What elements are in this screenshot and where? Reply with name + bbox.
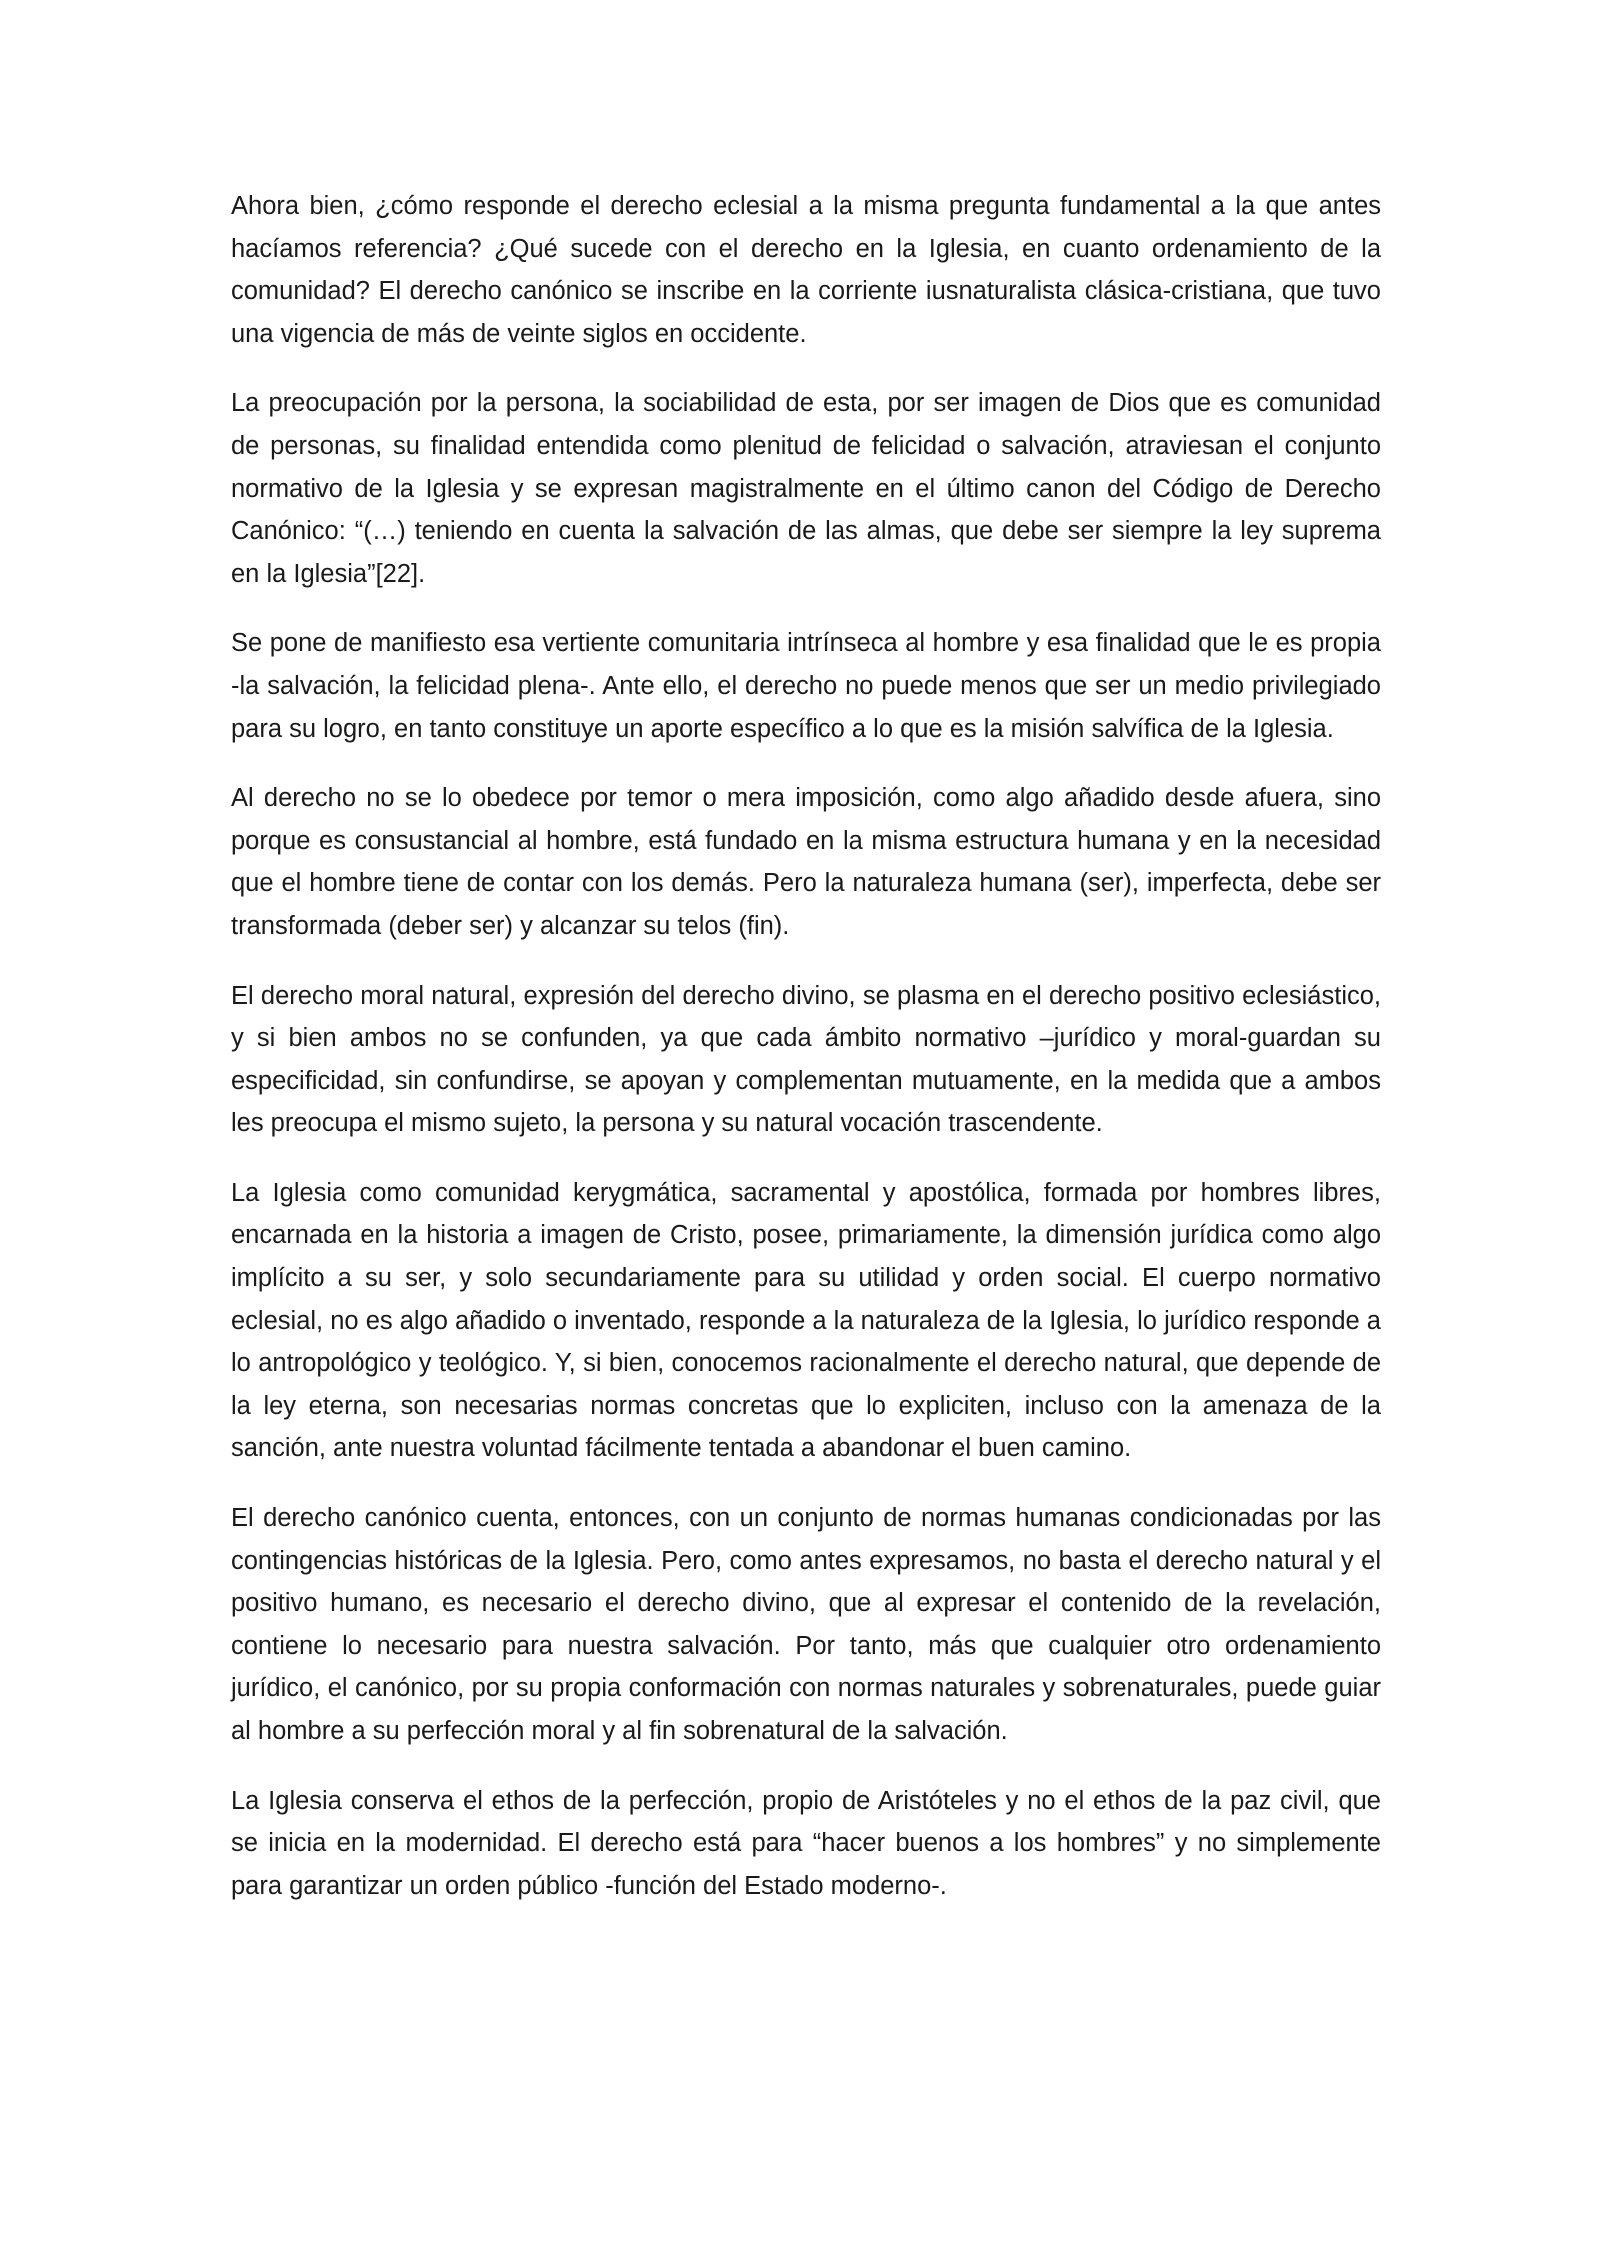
document-page	[231, 185, 1381, 1934]
paragraph: Al derecho no se lo obedece por temor o mera imposición, como algo añadido desde afuera, sino porque es consustancial al hombre, está fundado en la misma estructura humana y en la necesidad que el hombre tiene de contar con los demás. Pero la naturaleza humana (ser), imperfecta, debe ser transformada (deber ser) y alcanzar su telos (fin).	[231, 784, 1381, 940]
paragraph: Se pone de manifiesto esa vertiente comunitaria intrínseca al hombre y esa finalidad que le es propia -la salvación, la felicidad plena-. Ante ello, el derecho no puede menos que ser un medio privilegiado para su logro, en tanto constituye un aporte específico a lo que es la misión salvífica de la Iglesia.	[231, 629, 1381, 743]
paragraph: La Iglesia conserva el ethos de la perfección, propio de Aristóteles y no el ethos de la paz civil, que se inicia en la modernidad. El derecho está para “hacer buenos a los hombres” y no simplemente para garantizar un orden público -función del Estado moderno-.	[231, 1786, 1381, 1900]
paragraph: El derecho canónico cuenta, entonces, con un conjunto de normas humanas condicionadas por las contingencias históricas de la Iglesia. Pero, como antes expresamos, no basta el derecho natural y el positivo humano, es necesario el derecho divino, que al expresar el contenido de la revelación, contiene lo necesario para nuestra salvación. Por tanto, más que cualquier otro ordenamiento jurídico, el canónico, por su propia conformación con normas naturales y sobrenaturales, puede guiar al hombre a su perfección moral y al fin sobrenatural de la salvación.	[231, 1504, 1381, 1745]
paragraph: La preocupación por la persona, la sociabilidad de esta, por ser imagen de Dios que es comunidad de personas, su finalidad entendida como plenitud de felicidad o salvación, atraviesan el conjunto normativo de la Iglesia y se expresan magistralmente en el último canon del Código de Derecho Canónico: “(…) teniendo en cuenta la salvación de las almas, que debe ser siempre la ley suprema en la Iglesia”[22].	[231, 389, 1381, 588]
paragraph: La Iglesia como comunidad kerygmática, sacramental y apostólica, formada por hombres libres, encarnada en la historia a imagen de Cristo, posee, primariamente, la dimensión jurídica como algo implícito a su ser, y solo secundariamente para su utilidad y orden social. El cuerpo normativo eclesial, no es algo añadido o inventado, responde a la naturaleza de la Iglesia, lo jurídico responde a lo antropológico y teológico. Y, si bien, conocemos racionalmente el derecho natural, que depende de la ley eterna, son necesarias normas concretas que lo expliciten, incluso con la amenaza de la sanción, ante nuestra voluntad fácilmente tentada a abandonar el buen camino.	[231, 1178, 1381, 1463]
paragraph: Ahora bien, ¿cómo responde el derecho eclesial a la misma pregunta fundamental a la que antes hacíamos referencia? ¿Qué sucede con el derecho en la Iglesia, en cuanto ordenamiento de la comunidad? El derecho canónico se inscribe en la corriente iusnaturalista clásica-cristiana, que tuvo una vigencia de más de veinte siglos en occidente.	[231, 192, 1381, 348]
paragraph: El derecho moral natural, expresión del derecho divino, se plasma en el derecho positivo eclesiástico, y si bien ambos no se confunden, ya que cada ámbito normativo –jurídico y moral-guardan su especificidad, sin confundirse, se apoyan y complementan mutuamente, en la medida que a ambos les preocupa el mismo sujeto, la persona y su natural vocación trascendente.	[231, 981, 1381, 1138]
